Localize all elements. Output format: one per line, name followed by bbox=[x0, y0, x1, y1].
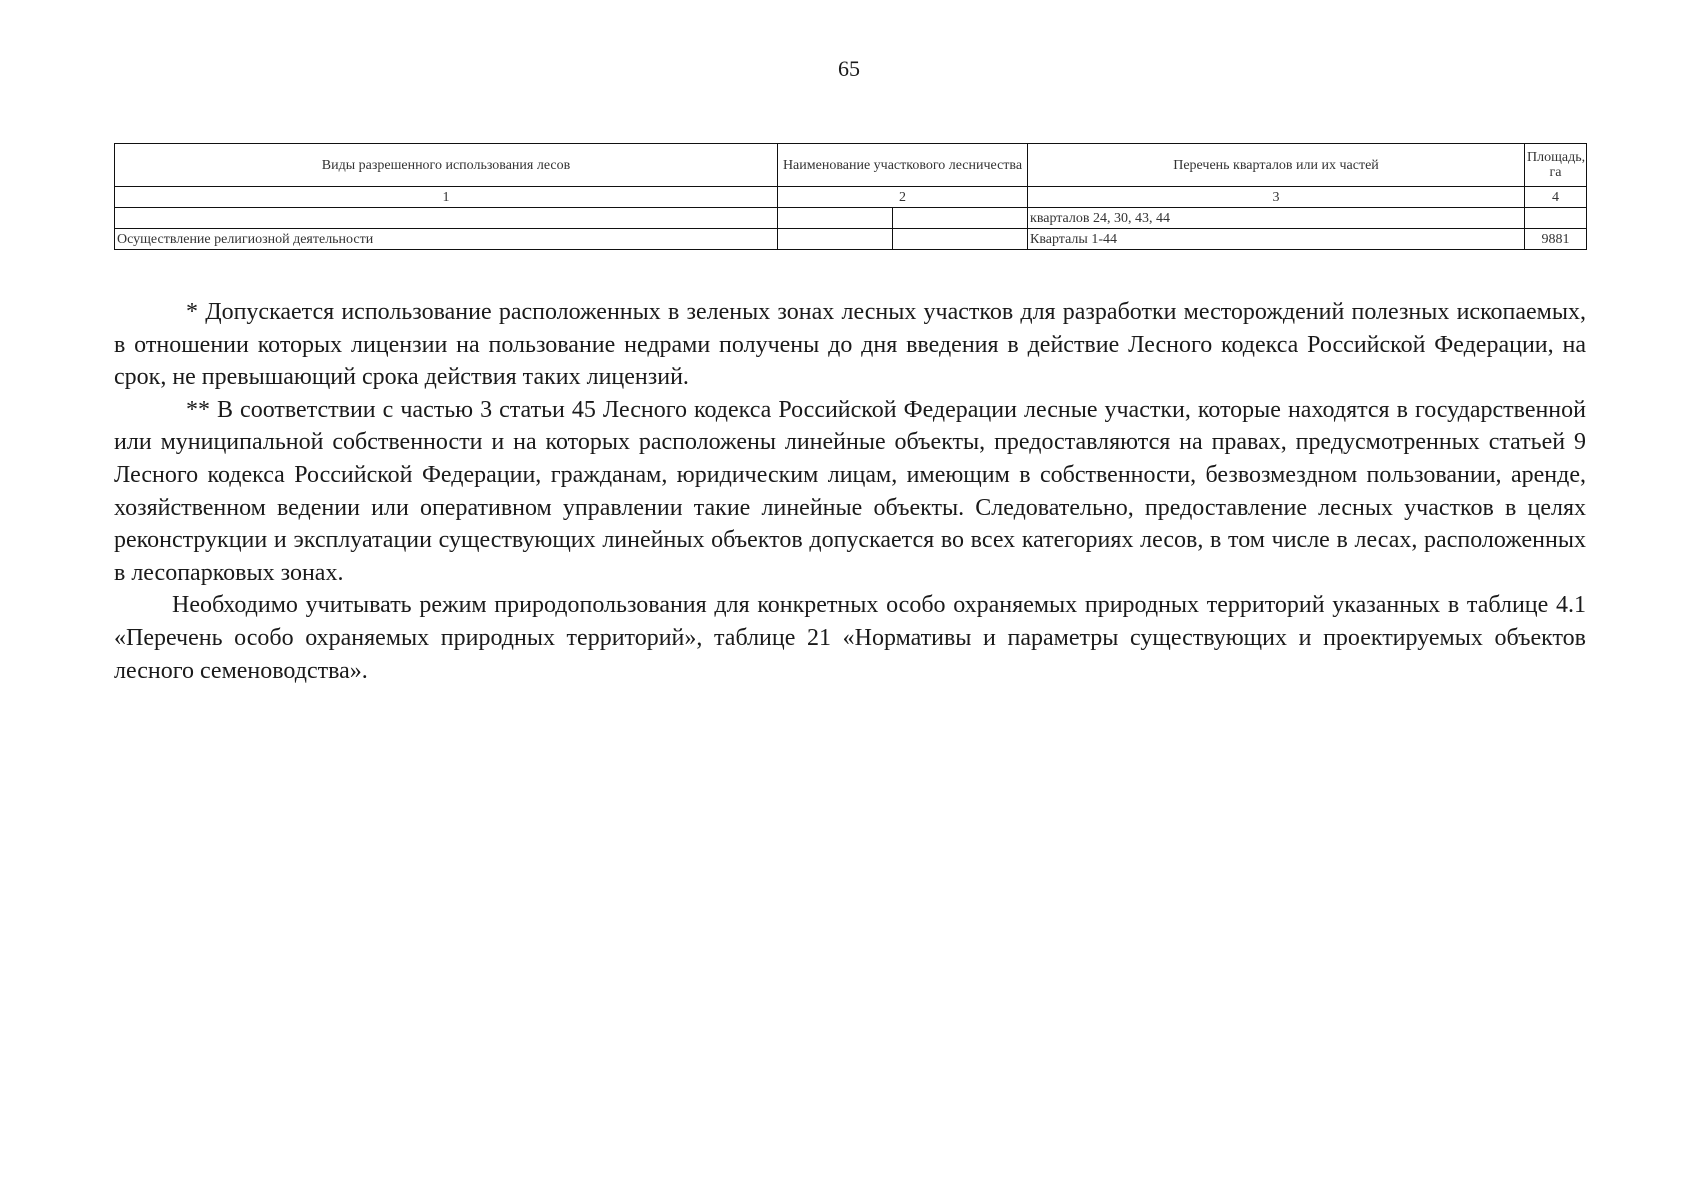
cell-quarters: кварталов 24, 30, 43, 44 bbox=[1028, 208, 1525, 229]
cell-area: 9881 bbox=[1525, 229, 1587, 250]
cell-use bbox=[115, 208, 778, 229]
page-number: 65 bbox=[838, 56, 860, 81]
column-number: 3 bbox=[1028, 187, 1525, 208]
header-use: Виды разрешенного использования лесов bbox=[115, 144, 778, 187]
cell-quarters: Кварталы 1-44 bbox=[1028, 229, 1525, 250]
land-use-table bbox=[114, 143, 1587, 250]
cell-use: Осуществление религиозной деятельности bbox=[115, 229, 778, 250]
header-quarters: Перечень кварталов или их частей bbox=[1028, 144, 1525, 187]
cell-forestry bbox=[893, 229, 1028, 250]
header-forestry: Наименование участкового лесничества bbox=[778, 144, 1028, 187]
column-number-row bbox=[115, 187, 1587, 208]
column-number: 1 bbox=[115, 187, 778, 208]
footnote-linear-objects: ** В соответствии с частью 3 статьи 45 Лесного кодекса Российской Федерации лесные участки, которые находятся в государственной или муниципальной собственности и на которых расположены линейные объекты, предоставляются на правах, предусмотренных статьей 9 Лесного кодекса Российской Федерации, гражданам, юридическим лицам, имеющим в собственности, безвозмездном пользовании, аренде, хозяйственном ведении или оперативном управлении такие линейные объекты. Следовательно, предоставление лесных участков в целях реконструкции и эксплуатации существующих линейных объектов допускается во всех категориях лесов, в том числе в лесах, расположенных в лесопарковых зонах. bbox=[114, 396, 1586, 586]
cell-forestry bbox=[778, 229, 893, 250]
cell-forestry bbox=[893, 208, 1028, 229]
footnotes bbox=[114, 296, 1586, 687]
note-protected-areas: Необходимо учитывать режим природопользования для конкретных особо охраняемых природных территорий указанных в таблице 4.1 «Перечень особо охраняемых природных территорий», таблице 21 «Нормативы и параметры существующих и проектируемых объектов лесного семеноводства». bbox=[114, 592, 1586, 684]
table-header-row bbox=[115, 144, 1587, 187]
cell-area bbox=[1525, 208, 1587, 229]
footnote-mineral-deposits: * Допускается использование расположенных в зеленых зонах лесных участков для разработки месторождений полезных ископаемых, в отношении которых лицензии на пользование недрами получены до дня введения в действие Лесного кодекса Российской Федерации, на срок, не превышающий срока действия таких лицензий. bbox=[114, 299, 1586, 391]
table-row bbox=[115, 229, 1587, 250]
column-number: 4 bbox=[1525, 187, 1587, 208]
cell-forestry bbox=[778, 208, 893, 229]
table-row bbox=[115, 208, 1587, 229]
header-area: Площадь, га bbox=[1525, 144, 1587, 187]
column-number: 2 bbox=[778, 187, 1028, 208]
